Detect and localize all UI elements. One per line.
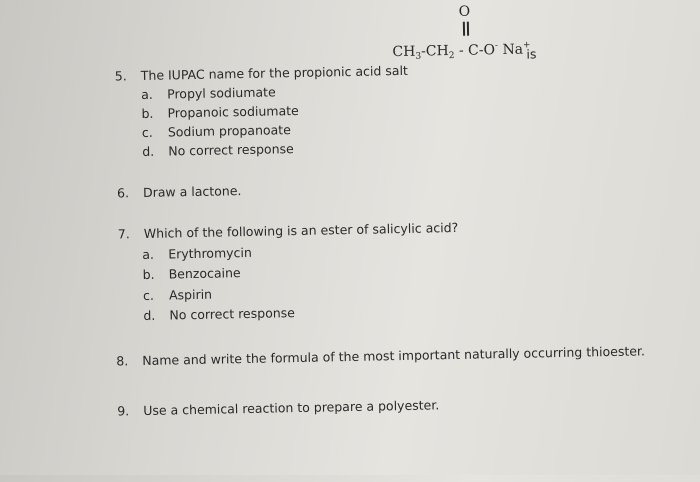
- option-7c: c. Aspirin: [142, 286, 213, 303]
- question-5: [115, 63, 408, 84]
- question-text: Draw a lactone.: [142, 183, 242, 200]
- question-text: The IUPAC name for the propionic acid salt: [140, 62, 409, 83]
- option-7b: b. Benzocaine: [142, 265, 241, 282]
- question-number: 9.: [117, 403, 130, 419]
- carbonyl-oxygen: O: [458, 3, 471, 20]
- question-number: 8.: [116, 353, 129, 369]
- formula-suffix: is: [526, 46, 537, 62]
- option-5a: a. Propyl sodiumate: [141, 84, 276, 102]
- option-7d: d. No correct response: [143, 305, 296, 323]
- option-5c: c. Sodium propanoate: [141, 122, 291, 140]
- question-text: Use a chemical reaction to prepare a polyester.: [143, 397, 440, 418]
- option-5d: d. No correct response: [142, 141, 294, 159]
- question-text: Which of the following is an ester of salicylic acid?: [143, 219, 459, 241]
- chemical-formula: $CH_3-CH_2 - C-O^-$ Na+: [392, 40, 531, 62]
- option-5b: b. Propanoic sodiumate: [141, 102, 299, 121]
- option-7a: a. Erythromycin: [142, 244, 252, 262]
- question-number: 7.: [117, 226, 130, 242]
- question-9: [117, 397, 439, 418]
- question-number: 5.: [114, 68, 127, 84]
- question-7: [118, 220, 459, 242]
- question-6: [117, 183, 242, 200]
- question-number: 6.: [116, 185, 130, 201]
- question-8: [116, 343, 645, 368]
- question-text: Name and write the formula of the most important naturally occurring thioester.: [142, 343, 646, 369]
- double-bond: [462, 22, 469, 36]
